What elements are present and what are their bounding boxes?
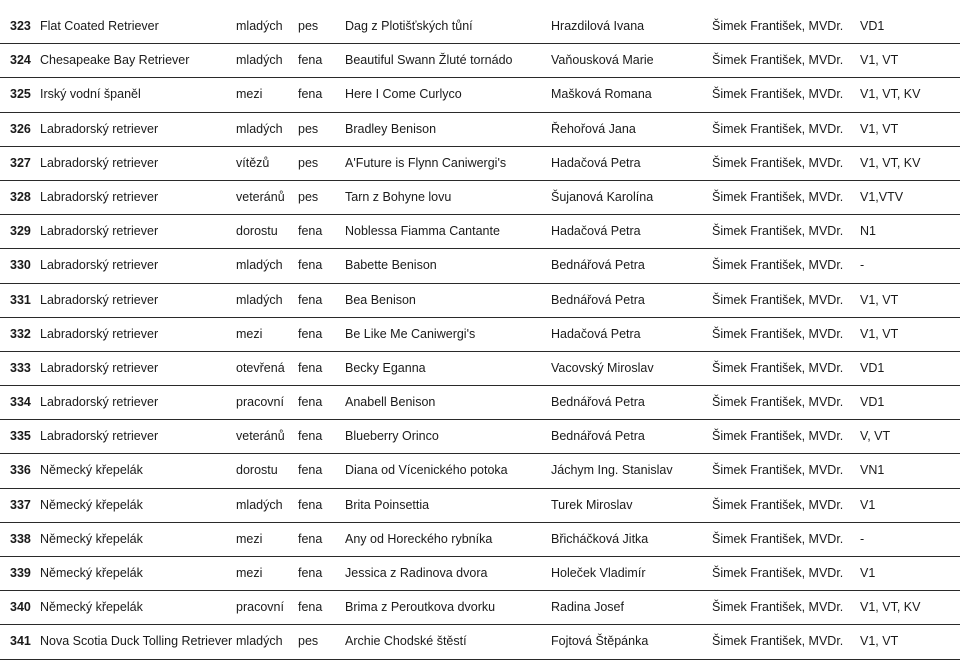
class-cell: veteránů [236,189,285,204]
judge-cell: Šimek František, MVDr. [712,292,844,307]
entry-number: 331 [10,292,31,307]
owner-cell: Řehořová Jana [551,121,636,136]
table-row [0,78,960,112]
breed-cell: Německý křepelák [40,497,143,512]
grade-cell: V1 [860,497,876,512]
grade-cell: VD1 [860,19,885,33]
judge-cell: Šimek František, MVDr. [712,600,844,615]
breed-cell: Labradorský retriever [40,360,159,375]
breed-cell: Labradorský retriever [40,292,159,307]
class-cell: mladých [236,292,283,307]
entry-number: 338 [10,531,31,546]
judge-cell: Šimek František, MVDr. [712,497,844,512]
results-table [0,10,960,660]
grade-cell: V1, VT [860,326,899,341]
owner-cell: Fojtová Štěpánka [551,634,649,649]
entry-number: 327 [10,155,31,170]
table-row [0,181,960,215]
table-row [0,249,960,283]
grade-cell: V, VT [860,429,891,444]
owner-cell: Břicháčková Jitka [551,531,649,546]
grade-cell: V1, VT [860,634,899,649]
class-cell: mezi [236,326,263,341]
grade-cell: V1, VT [860,53,899,68]
judge-cell: Šimek František, MVDr. [712,53,844,68]
grade-cell: V1, VT [860,121,899,136]
table-row [0,44,960,78]
breed-cell: Labradorský retriever [40,121,159,136]
sex-cell: fena [298,566,323,580]
grade-cell: V1, VT, KV [860,87,921,102]
table-row [0,489,960,523]
sex-cell: fena [298,600,323,615]
breed-cell: Labradorský retriever [40,258,159,273]
dog-name-cell: Brita Poinsettia [345,497,430,512]
table-row [0,557,960,591]
sex-cell: fena [298,429,323,444]
breed-cell: Labradorský retriever [40,155,159,170]
dog-name-cell: Dag z Plotišťských tůní [345,19,473,33]
entry-number: 333 [10,360,31,375]
judge-cell: Šimek František, MVDr. [712,429,844,444]
judge-cell: Šimek František, MVDr. [712,395,844,410]
entry-number: 336 [10,463,31,478]
owner-cell: Šujanová Karolína [551,189,654,204]
class-cell: mladých [236,53,283,68]
class-cell: mladých [236,121,283,136]
entry-number: 330 [10,258,31,273]
dog-name-cell: Bradley Benison [345,121,437,136]
sex-cell: fena [298,463,323,478]
grade-cell: VD1 [860,395,885,410]
class-cell: pracovní [236,600,284,615]
dog-name-cell: Babette Benison [345,258,437,273]
grade-cell: - [860,258,865,273]
entry-number: 324 [10,53,31,68]
breed-cell: Německý křepelák [40,566,143,580]
owner-cell: Hrazdilová Ivana [551,19,645,33]
dog-name-cell: Beautiful Swann Žluté tornádo [345,53,513,68]
class-cell: vítězů [236,155,270,170]
entry-number: 337 [10,497,31,512]
breed-cell: Německý křepelák [40,600,143,615]
sex-cell: fena [298,292,323,307]
class-cell: mezi [236,566,263,580]
sex-cell: pes [298,189,319,204]
judge-cell: Šimek František, MVDr. [712,121,844,136]
dog-name-cell: Blueberry Orinco [345,429,439,444]
breed-cell: Labradorský retriever [40,189,159,204]
owner-cell: Hadačová Petra [551,224,641,239]
table-row [0,318,960,352]
judge-cell: Šimek František, MVDr. [712,326,844,341]
breed-cell: Labradorský retriever [40,326,159,341]
class-cell: pracovní [236,395,284,410]
breed-cell: Německý křepelák [40,531,143,546]
dog-name-cell: Bea Benison [345,292,416,307]
judge-cell: Šimek František, MVDr. [712,258,844,273]
grade-cell: V1, VT [860,292,899,307]
judge-cell: Šimek František, MVDr. [712,634,844,649]
dog-name-cell: A'Future is Flynn Caniwergi's [345,155,507,170]
entry-number: 326 [10,121,31,136]
table-row [0,10,960,44]
table-row [0,113,960,147]
owner-cell: Jáchym Ing. Stanislav [551,463,673,478]
table-row [0,591,960,625]
judge-cell: Šimek František, MVDr. [712,19,844,33]
owner-cell: Holeček Vladimír [551,566,646,580]
sex-cell: fena [298,531,323,546]
dog-name-cell: Be Like Me Caniwergi's [345,326,476,341]
dog-name-cell: Tarn z Bohyne lovu [345,189,452,204]
sex-cell: pes [298,19,319,33]
entry-number: 334 [10,395,31,410]
sex-cell: pes [298,634,319,649]
entry-number: 332 [10,326,31,341]
table-row [0,386,960,420]
grade-cell: V1 [860,566,876,580]
dog-name-cell: Noblessa Fiamma Cantante [345,224,500,239]
table-row [0,625,960,659]
class-cell: dorostu [236,224,278,239]
breed-cell: Flat Coated Retriever [40,19,159,33]
dog-name-cell: Becky Eganna [345,360,426,375]
table-row [0,215,960,249]
grade-cell: VD1 [860,360,885,375]
class-cell: veteránů [236,429,285,444]
judge-cell: Šimek František, MVDr. [712,224,844,239]
owner-cell: Vacovský Miroslav [551,360,654,375]
sex-cell: fena [298,326,323,341]
grade-cell: V1,VTV [860,189,904,204]
owner-cell: Hadačová Petra [551,326,641,341]
owner-cell: Bednářová Petra [551,258,645,273]
entry-number: 340 [10,600,31,615]
owner-cell: Mašková Romana [551,87,652,102]
class-cell: otevřená [236,360,285,375]
grade-cell: N1 [860,224,876,239]
entry-number: 328 [10,189,31,204]
breed-cell: Irský vodní španěl [40,87,141,102]
grade-cell: V1, VT, KV [860,155,921,170]
table-row [0,523,960,557]
grade-cell: VN1 [860,463,885,478]
sex-cell: fena [298,497,323,512]
judge-cell: Šimek František, MVDr. [712,155,844,170]
entry-number: 329 [10,224,31,239]
sex-cell: fena [298,258,323,273]
class-cell: mezi [236,531,263,546]
sex-cell: fena [298,395,323,410]
dog-name-cell: Anabell Benison [345,395,436,410]
dog-name-cell: Diana od Vícenického potoka [345,463,508,478]
sex-cell: fena [298,360,323,375]
owner-cell: Turek Miroslav [551,497,633,512]
sex-cell: pes [298,155,319,170]
entry-number: 341 [10,634,31,649]
class-cell: dorostu [236,463,278,478]
class-cell: mezi [236,87,263,102]
judge-cell: Šimek František, MVDr. [712,531,844,546]
table-row [0,284,960,318]
entry-number: 335 [10,429,31,444]
entry-number: 339 [10,566,31,580]
table-row [0,454,960,488]
class-cell: mladých [236,634,283,649]
dog-name-cell: Any od Horeckého rybníka [345,531,493,546]
sex-cell: fena [298,53,323,68]
breed-cell: Labradorský retriever [40,224,159,239]
owner-cell: Vaňousková Marie [551,53,654,68]
owner-cell: Hadačová Petra [551,155,641,170]
grade-cell: - [860,531,865,546]
owner-cell: Bednářová Petra [551,292,645,307]
breed-cell: Labradorský retriever [40,429,159,444]
sex-cell: fena [298,224,323,239]
entry-number: 323 [10,19,31,33]
owner-cell: Bednářová Petra [551,429,645,444]
judge-cell: Šimek František, MVDr. [712,360,844,375]
dog-name-cell: Brima z Peroutkova dvorku [345,600,496,615]
sex-cell: fena [298,87,323,102]
dog-name-cell: Here I Come Curlyco [345,87,462,102]
sex-cell: pes [298,121,319,136]
judge-cell: Šimek František, MVDr. [712,189,844,204]
breed-cell: Chesapeake Bay Retriever [40,53,190,68]
owner-cell: Bednářová Petra [551,395,645,410]
judge-cell: Šimek František, MVDr. [712,463,844,478]
table-row [0,352,960,386]
breed-cell: Německý křepelák [40,463,143,478]
dog-name-cell: Archie Chodské štěstí [345,634,467,649]
breed-cell: Nova Scotia Duck Tolling Retriever [40,634,233,649]
breed-cell: Labradorský retriever [40,395,159,410]
class-cell: mladých [236,258,283,273]
judge-cell: Šimek František, MVDr. [712,566,844,580]
entry-number: 325 [10,87,31,102]
table-row [0,420,960,454]
class-cell: mladých [236,497,283,512]
judge-cell: Šimek František, MVDr. [712,87,844,102]
table-row [0,147,960,181]
dog-name-cell: Jessica z Radinova dvora [345,566,488,580]
grade-cell: V1, VT, KV [860,600,921,615]
class-cell: mladých [236,19,283,33]
owner-cell: Radina Josef [551,600,624,615]
